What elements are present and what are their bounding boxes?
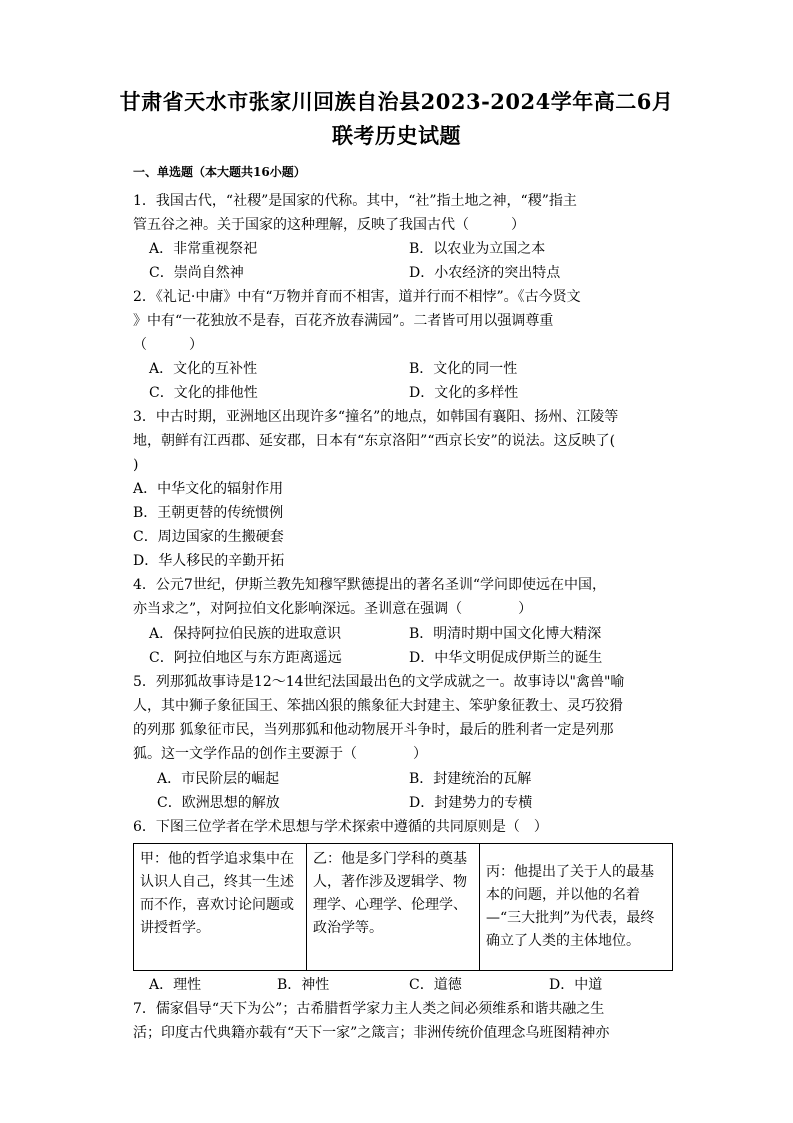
- page-title-line1: 甘肃省天水市张家川回族自治县2023-2024学年高二6月: [119, 89, 674, 114]
- q6-stem: 6．下图三位学者在学术思想与学术探索中遵循的共同原则是（ ）: [133, 819, 548, 835]
- q4-option-a[interactable]: A．保持阿拉伯民族的进取意识: [149, 626, 342, 642]
- scholar-yi-cell: 乙：他是多门学科的奠基人，著作涉及逻辑学、物理学、心理学、伦理学、政治学等。: [307, 844, 480, 971]
- q2-stem-line1: 2．《礼记·中庸》中有“万物并育而不相害，道并行而不相悖”。《古今贤文: [133, 289, 581, 305]
- q4-stem-line1: 4．公元7世纪，伊斯兰教先知穆罕默德提出的著名圣训“学问即使远在中国，: [133, 577, 606, 593]
- q6-option-b[interactable]: B．神性: [277, 977, 330, 993]
- q2-option-b[interactable]: B．文化的同一性: [409, 361, 518, 377]
- q1-option-a[interactable]: A．非常重视祭祀: [149, 241, 258, 257]
- q4-option-c[interactable]: C．阿拉伯地区与东方距离遥远: [149, 650, 342, 666]
- scholar-bing-cell: 丙：他提出了关于人的最基本的问题，并以他的名着—“三大批判”为代表，最终确立了人类的主体地位。: [480, 844, 673, 971]
- q6-option-c[interactable]: C．道德: [409, 977, 462, 993]
- q5-stem-line2: 人，其中狮子象征国王、笨拙凶狠的熊象征大封建主、笨驴象征教士、灵巧狡猾: [133, 698, 623, 714]
- section-heading: 一、单选题（本大题共16小题）: [133, 165, 306, 179]
- q2-option-d[interactable]: D．文化的多样性: [409, 385, 519, 401]
- q3-option-c[interactable]: C．周边国家的生搬硬套: [133, 529, 284, 545]
- q1-stem-line1: 1．我国古代，“社稷”是国家的代称。其中，“社”指土地之神，“稷”指主: [133, 193, 577, 209]
- q3-stem-line3: ): [133, 457, 139, 473]
- q1-option-b[interactable]: B．以农业为立国之本: [409, 241, 546, 257]
- q3-stem-line1: 3．中古时期，亚洲地区出现许多“撞名”的地点，如韩国有襄阳、扬州、江陵等: [133, 409, 619, 425]
- q5-option-c[interactable]: C．欧洲思想的解放: [157, 795, 280, 811]
- q7-stem-line1: 7．儒家倡导“天下为公”；古希腊哲学家力主人类之间必须维系和谐共融之生: [133, 1001, 605, 1017]
- q7-stem-line2: 活；印度古代典籍亦载有“天下一家”之箴言；非洲传统价值理念乌班图精神亦: [133, 1025, 610, 1041]
- q4-option-d[interactable]: D．中华文明促成伊斯兰的诞生: [409, 650, 603, 666]
- q5-option-b[interactable]: B．封建统治的瓦解: [409, 771, 532, 787]
- scholar-jia-cell: 甲：他的哲学追求集中在认识人自己，终其一生述而不作，喜欢讨论问题或讲授哲学。: [134, 844, 307, 971]
- q4-stem-line2: 亦当求之”，对阿拉伯文化影响深远。圣训意在强调（ ）: [133, 601, 533, 617]
- q3-option-a[interactable]: A．中华文化的辐射作用: [133, 481, 284, 497]
- q2-stem-line2: 》中有“一花独放不是春，百花齐放春满园”。二者皆可用以强调尊重: [133, 313, 554, 329]
- q2-stem-line3: （ ）: [133, 337, 203, 353]
- q2-option-a[interactable]: A．文化的互补性: [149, 361, 258, 377]
- page-title-line2: 联考历史试题: [332, 123, 461, 148]
- q3-option-d[interactable]: D．华人移民的辛勤开拓: [133, 553, 285, 569]
- q2-option-c[interactable]: C．文化的排他性: [149, 385, 258, 401]
- q5-stem-line3: 的列那 狐象征市民，当列那狐和他动物展开斗争时，最后的胜利者一定是列那: [133, 722, 614, 738]
- q3-stem-line2: 地，朝鲜有江西郡、延安郡，日本有“东京洛阳”“西京长安”的说法。这反映了(: [133, 433, 616, 449]
- q3-option-b[interactable]: B．王朝更替的传统惯例: [133, 505, 284, 521]
- q1-option-d[interactable]: D．小农经济的突出特点: [409, 265, 561, 281]
- q4-option-b[interactable]: B．明清时期中国文化博大精深: [409, 626, 602, 642]
- q6-option-d[interactable]: D．中道: [549, 977, 603, 993]
- q5-stem-line4: 狐。这一文学作品的创作主要源于（ ）: [133, 746, 427, 762]
- q1-stem-line2: 管五谷之神。关于国家的这种理解，反映了我国古代（ ）: [133, 217, 525, 233]
- q5-option-a[interactable]: A．市民阶层的崛起: [157, 771, 280, 787]
- q6-option-a[interactable]: A．理性: [149, 977, 202, 993]
- q5-option-d[interactable]: D．封建势力的专横: [409, 795, 533, 811]
- q5-stem-line1: 5．列那狐故事诗是12～14世纪法国最出色的文学成就之一。故事诗以"禽兽"喻: [133, 674, 625, 690]
- scholars-table: [133, 843, 673, 971]
- q1-option-c[interactable]: C．崇尚自然神: [149, 265, 244, 281]
